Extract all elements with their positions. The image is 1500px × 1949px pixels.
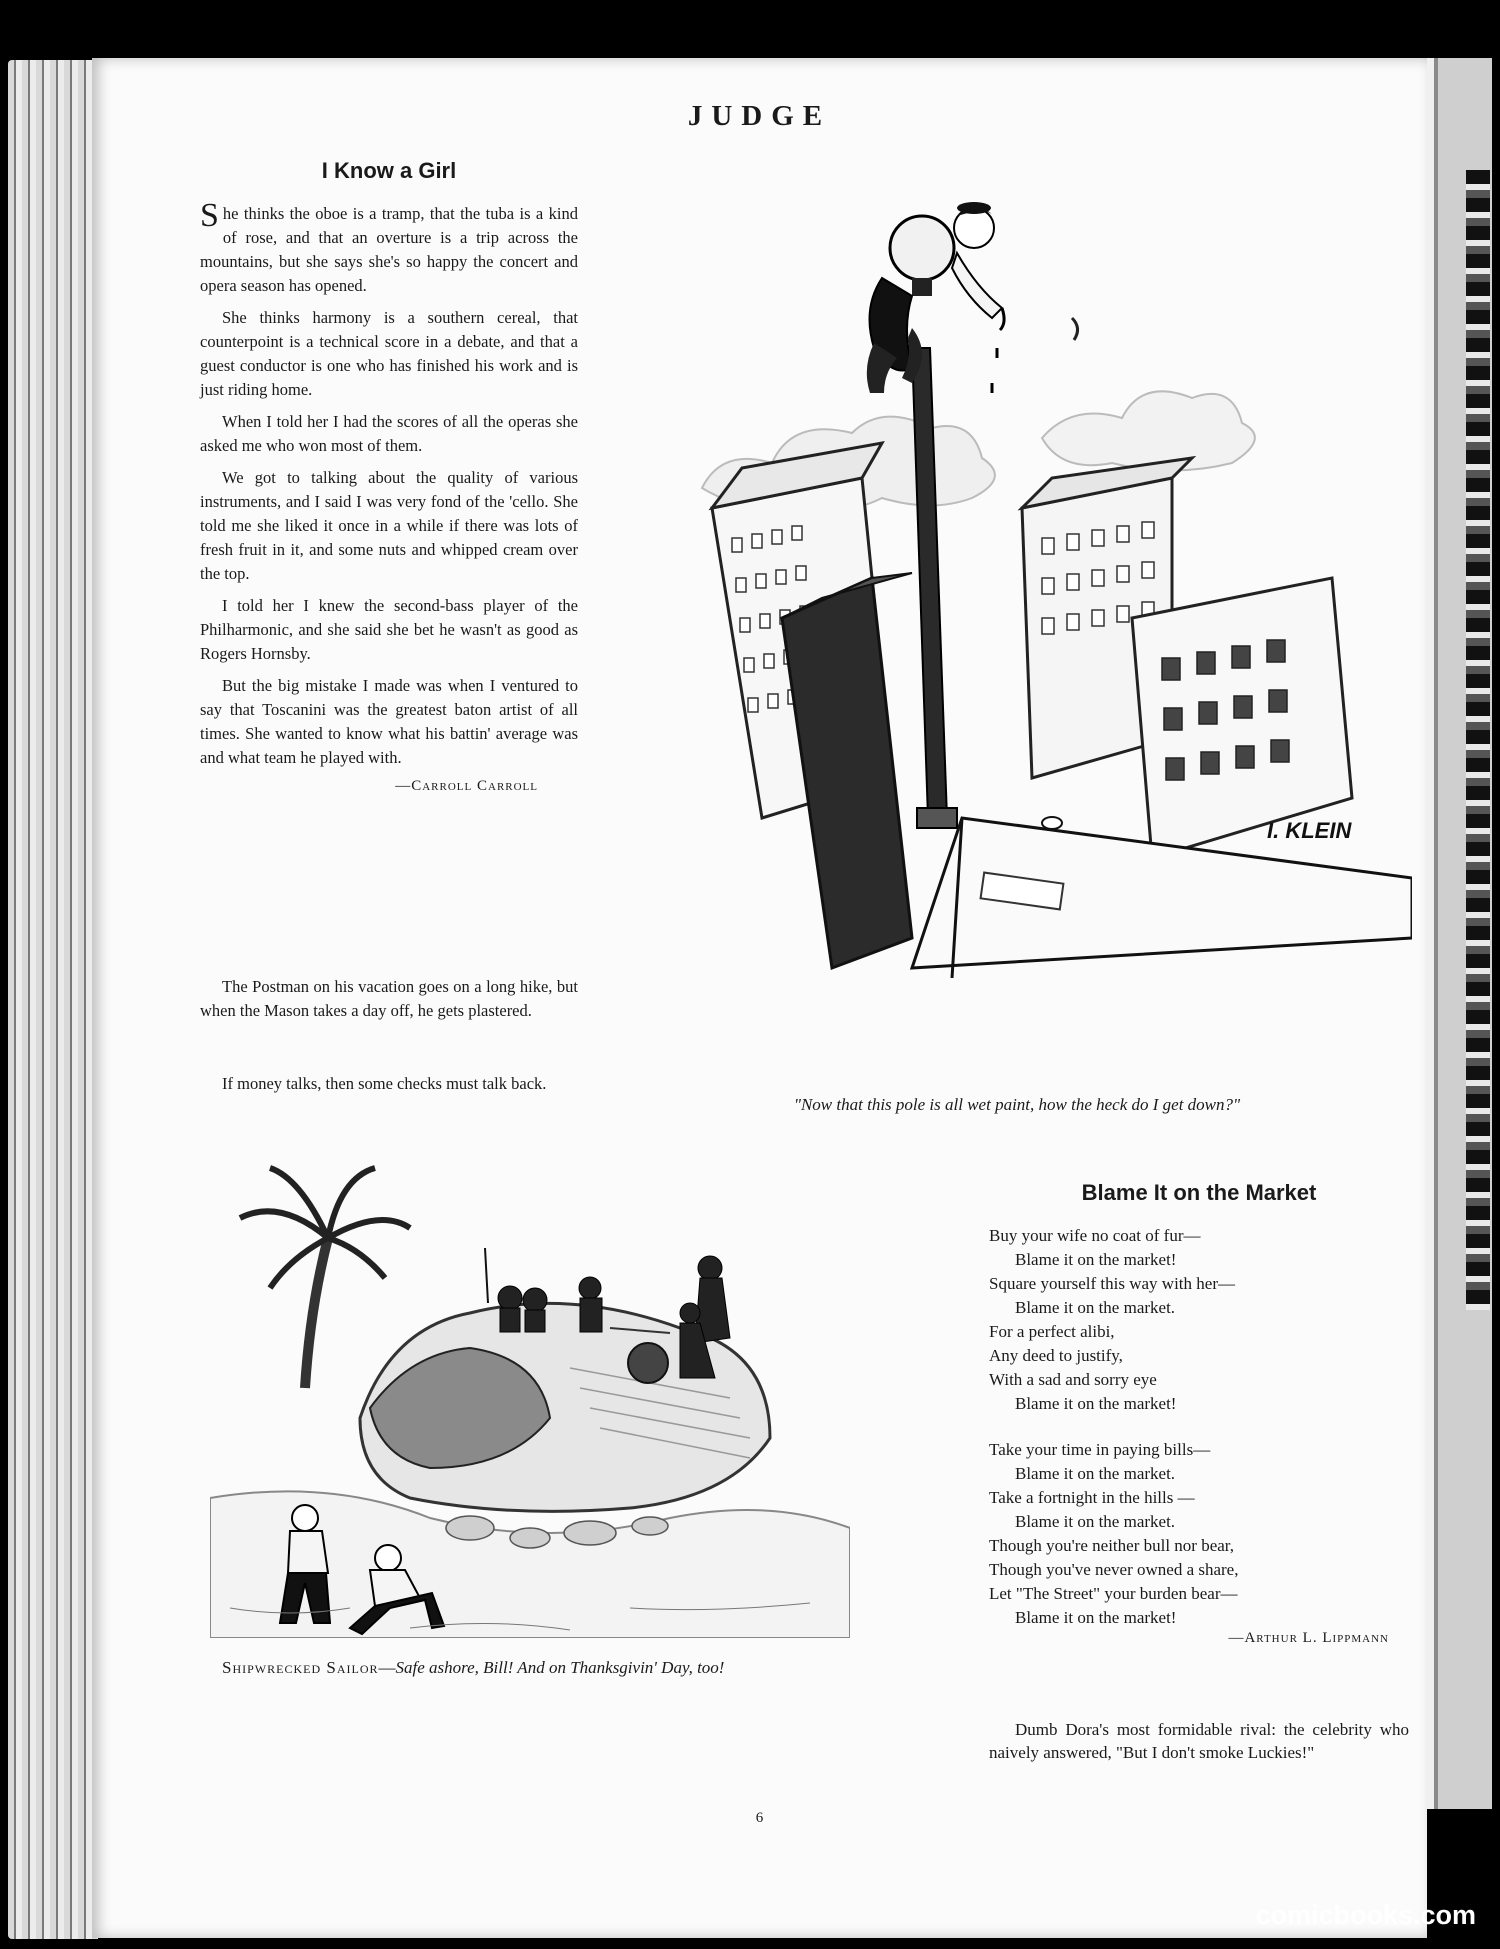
article-paragraph: When I told her I had the scores of all the operas she asked me who won most of them.	[200, 412, 578, 455]
masthead: JUDGE	[687, 100, 832, 132]
poem-line: Blame it on the market!	[1015, 1608, 1177, 1627]
page-number: 6	[755, 1810, 764, 1826]
article-paragraph: She thinks harmony is a southern cereal, that counterpoint is a technical score in a debate, and that a guest conductor is one who has finished his work and is just riding home.	[200, 308, 578, 399]
poem-line: Take your time in paying bills—	[989, 1440, 1211, 1459]
cartoon-flagpole-illustration	[612, 178, 1412, 978]
poem-blame-it-on-the-market	[989, 1180, 1409, 1647]
article-paragraph: I told her I knew the second-bass player of the Philharmonic, and she said she bet he wasn't as good as Rogers Hornsby.	[200, 596, 578, 663]
poem-line: For a perfect alibi,	[989, 1322, 1115, 1341]
article-paragraph: But the big mistake I made was when I ventured to say that Toscanini was the greatest baton artist of all times. She wanted to know what his battin' average was and what team he played with.	[200, 676, 578, 767]
magazine-page	[92, 58, 1427, 1938]
poem-line: Blame it on the market.	[1015, 1512, 1176, 1531]
article-paragraph: We got to talking about the quality of various instruments, and I said I was very fond of the 'cello. She told me she liked it once in a while if there was lots of fresh fruit in it, and some nuts and whipped cream over the top.	[200, 468, 578, 583]
cartoon-caption-shipwreck	[222, 1656, 842, 1680]
poem-line: Buy your wife no coat of fur—	[989, 1226, 1201, 1245]
article-i-know-a-girl	[200, 158, 578, 795]
article-paragraph: She thinks the oboe is a tramp, that the tuba is a kind of rose, and that an overture is a trip across the mountains, but she says she's so happy the concert and opera season has opened.	[200, 197, 578, 295]
poem-line: Let "The Street" your burden bear—	[989, 1584, 1238, 1603]
poem-line: Though you're neither bull nor bear,	[989, 1536, 1235, 1555]
poem-line: Blame it on the market!	[1015, 1250, 1177, 1269]
poem-line: Square yourself this way with her—	[989, 1274, 1235, 1293]
poem-line: Blame it on the market.	[1015, 1464, 1176, 1483]
poem-line: Take a fortnight in the hills —	[989, 1488, 1195, 1507]
poem-byline: —Arthur L. Lippmann	[1228, 1630, 1389, 1646]
article-byline: —Carroll Carroll	[395, 778, 538, 794]
filler-joke-dumb-dora: Dumb Dora's most formidable rival: the celebrity who naively answered, "But I don't smoke Luckies!"	[989, 1720, 1409, 1762]
poem-line: Though you've never owned a share,	[989, 1560, 1239, 1579]
filler-joke-postman: The Postman on his vacation goes on a long hike, but when the Mason takes a day off, he gets plastered.	[200, 977, 578, 1020]
cartoon-shipwreck-illustration	[210, 1138, 850, 1638]
caption-dash: —	[378, 1658, 396, 1677]
poem-stanza	[989, 1224, 1409, 1416]
adjacent-page-strip	[1466, 170, 1490, 1310]
poem-line: Blame it on the market!	[1015, 1394, 1177, 1413]
filler-joke-money: If money talks, then some checks must talk back.	[222, 1074, 547, 1093]
cartoonist-signature: I. KLEIN	[1267, 818, 1352, 843]
site-watermark: comicbooks.com	[1255, 1900, 1476, 1930]
article-title: I Know a Girl	[321, 158, 457, 183]
poem-line: Any deed to justify,	[989, 1346, 1123, 1365]
book-left-edge	[8, 60, 98, 1939]
caption-line: Safe ashore, Bill! And on Thanksgivin' Day, too!	[395, 1658, 725, 1677]
poem-title: Blame It on the Market	[1081, 1180, 1317, 1205]
poem-stanza	[989, 1438, 1409, 1630]
poem-line: With a sad and sorry eye	[989, 1370, 1157, 1389]
cartoon-caption-flagpole: "Now that this pole is all wet paint, how the heck do I get down?"	[793, 1095, 1241, 1114]
caption-speaker: Shipwrecked Sailor	[222, 1658, 379, 1677]
poem-line: Blame it on the market.	[1015, 1298, 1176, 1317]
